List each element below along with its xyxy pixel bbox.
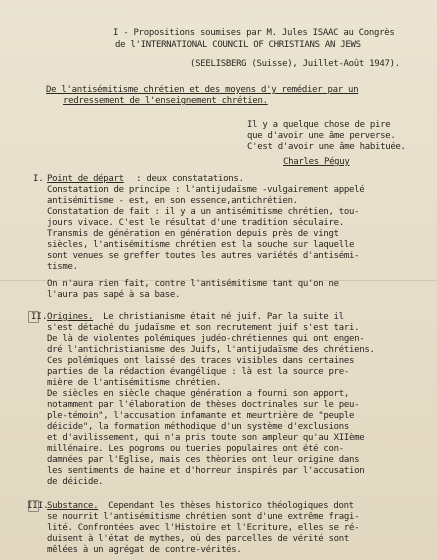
section-2-line: mière de l'antisémitisme chrétien. [47, 378, 222, 388]
section-2-line: les sentiments de haine et d'horreur inspirés par l'accusation [47, 466, 365, 476]
section-3-number: III. [27, 501, 49, 511]
section-2-line: damnées par l'Eglise, mais ces thèories ont leur origine dans [47, 455, 360, 465]
header-line-3: (SEELISBERG (Suisse), Juillet-Août 1947). [190, 59, 400, 69]
section-1-line: siècles, l'antisémitisme chrétien est la souche sur laquelle [47, 240, 355, 250]
epigraph-author: Charles Péguy [283, 157, 350, 167]
section-2-line: parties de la rédaction évangélique : là est la source pre- [47, 367, 349, 377]
epigraph-line-2: que d'avoir une âme perverse. [247, 131, 396, 141]
section-1-line: On n'aura rien fait, contre l'antisémitisme tant qu'on ne [47, 279, 339, 289]
section-2-line: ple-témoin", l'accusation infamante et meurtrière de "peuple [47, 411, 355, 421]
section-2-line: Ces polémiques ont laissé des traces visibles dans certaines [47, 356, 355, 366]
section-2-line: de déicide. [47, 477, 104, 487]
section-3-heading: Substance. [47, 501, 99, 511]
header-line-2: de l'INTERNATIONAL COUNCIL OF CHRISTIANS AN JEWS [115, 40, 361, 50]
document-title-line-1: De l'antisémitisme chrétien et des moyens d'y remédier par un [46, 85, 359, 95]
section-3-line: lité. Confrontées avec l'Histoire et l'Ecriture, elles se ré- [47, 523, 360, 533]
section-1-line: antisémitisme - est, en son essence,antichrétien. [47, 196, 298, 206]
section-1-line: l'aura pas sapé à sa base. [47, 290, 181, 300]
section-1-line: : deux constatations. [131, 174, 244, 184]
section-1-line: Constatation de fait : il y a un antisémitisme chrétien, tou- [47, 207, 360, 217]
header-line-1: I - Propositions soumises par M. Jules ISAAC au Congrès [113, 28, 395, 38]
section-1-line: tisme. [47, 262, 78, 272]
section-1-number: I. [33, 174, 44, 184]
section-2-line: et d'avilissement, qui n'a pris toute son ampleur qu'au XIIème [47, 433, 365, 443]
section-2-heading: Origines. [47, 312, 94, 322]
section-2-line: De là de violentes polémiques judéo-chrétiennes qui ont engen- [47, 334, 365, 344]
section-2-number: II. [31, 312, 48, 322]
section-1-line: sont venues se greffer toutes les autres variétés d'antisémi- [47, 251, 360, 261]
section-2-line: De siècles en siècle chaque génération a fourni son apport, [47, 389, 349, 399]
section-2-line: dré l'antichristianisme des Juifs, l'antijudaïsme des chrétiens. [47, 345, 375, 355]
section-3-line: mêlées à un agrégat de contre-vérités. [47, 545, 242, 555]
epigraph-line-1: Il y a quelque chose de pire [247, 120, 391, 130]
section-3-line: se nourrit l'antisémitisme chrétien sont d'une extrême fragi- [47, 512, 360, 522]
document-title-line-2: redressement de l'enseignement chrétien. [63, 96, 268, 106]
section-3-line: Cependant les thèses historico théologiques dont [103, 501, 354, 511]
section-1-line: Transmis de génération en génération depuis près de vingt [47, 229, 339, 239]
section-3-line: duisent à l'état de mythes, où des parcelles de vérité sont [47, 534, 349, 544]
section-2-line: s'est détaché du judaïsme et son recrutement juif s'est tari. [47, 323, 360, 333]
section-1-heading: Point de départ [47, 174, 124, 184]
epigraph-line-3: C'est d'avoir une âme habituée. [247, 142, 406, 152]
section-2-line: notamment par l'élaboration de thèses doctrinales sur le peu- [47, 400, 360, 410]
section-2-line: déicide", la formation méthodique d'un système d'exclusions [47, 422, 349, 432]
section-2-line: millénaire. Les pogroms ou tueries populaires ont été con- [47, 444, 344, 454]
section-1-line: Constatation de principe : l'antijudaïsme -vulgairement appelé [47, 185, 365, 195]
section-1-line: jours vivace. C'est le résultat d'une tradition séculaire. [47, 218, 344, 228]
section-2-line: Le christianisme était né juif. Par la suite il [98, 312, 344, 322]
